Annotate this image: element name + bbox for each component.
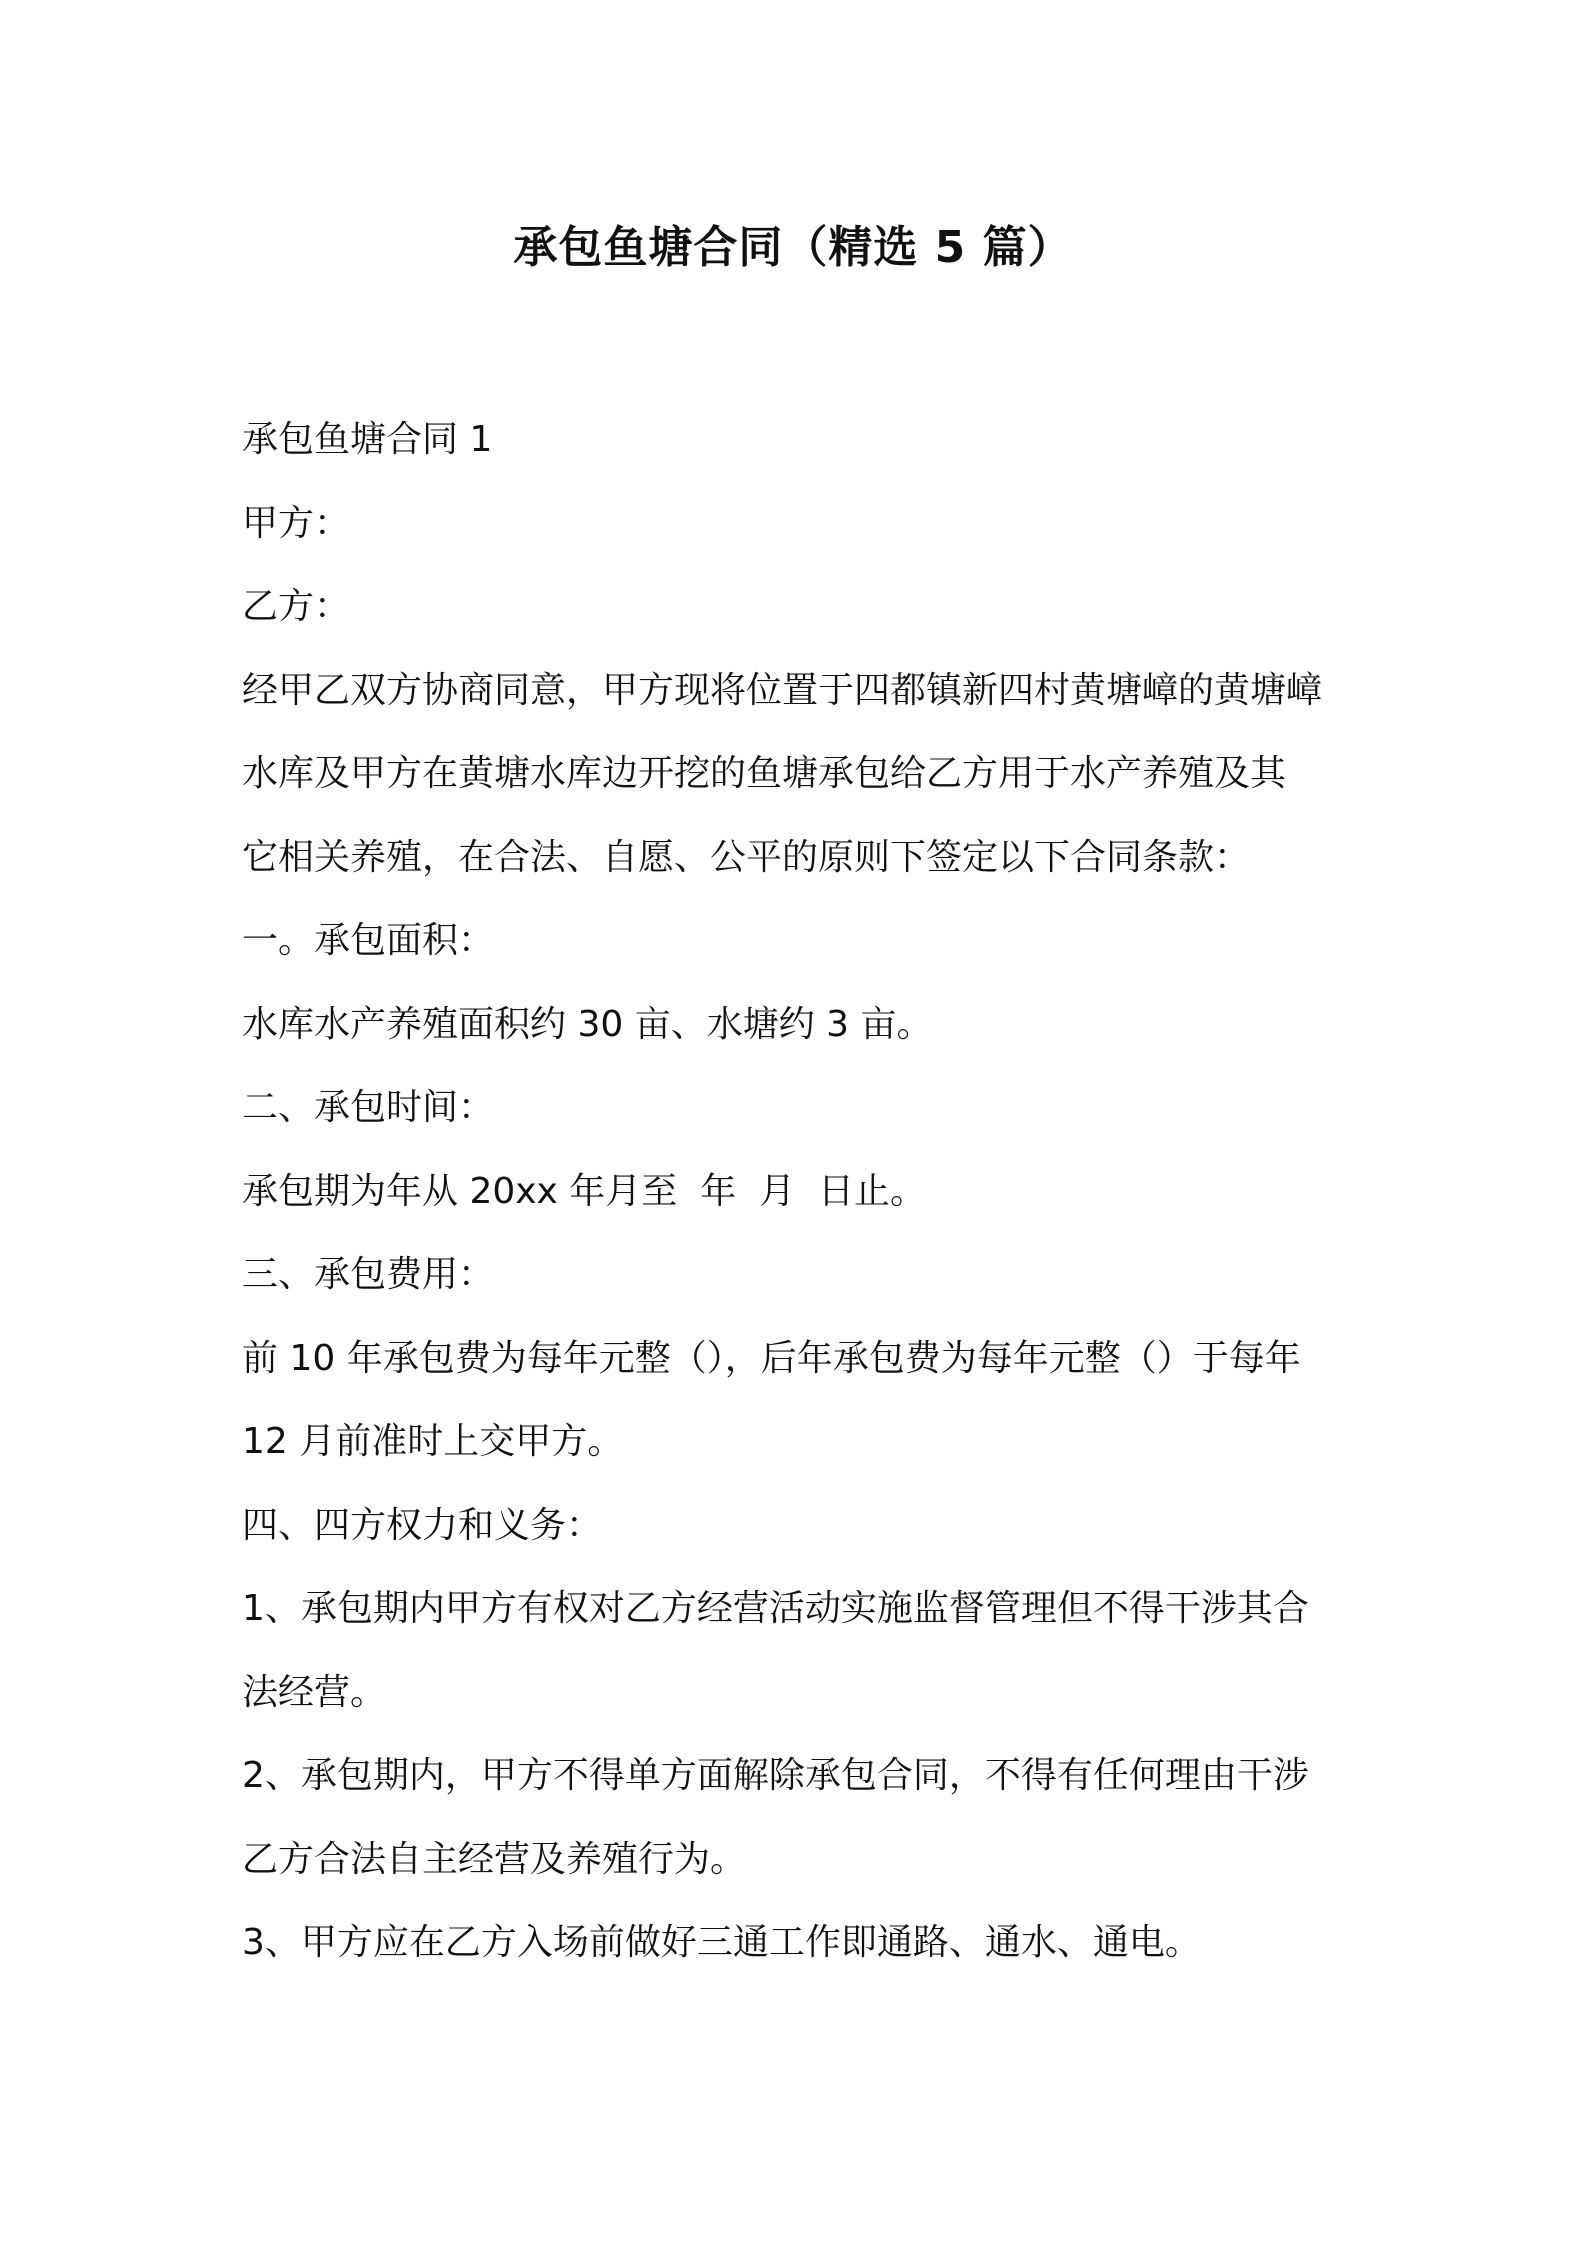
paragraph-line: 经甲乙双方协商同意，甲方现将位置于四都镇新四村黄塘嶂的黄塘嶂 [242, 669, 1323, 711]
paragraph-line: 12 月前准时上交甲方。 [242, 1421, 624, 1462]
paragraph-line: 二、承包时间： [242, 1087, 495, 1128]
paragraph-line: 乙方合法自主经营及养殖行为。 [242, 1838, 747, 1880]
document-body [242, 398, 1362, 1985]
paragraph-line: 承包期为年从 20xx 年月至 年 月 日止。 [242, 1170, 926, 1212]
paragraph-line: 水库及甲方在黄塘水库边开挖的鱼塘承包给乙方用于水产养殖及其 [242, 753, 1287, 794]
paragraph-line: 水库水产养殖面积约 30 亩、水塘约 3 亩。 [242, 1003, 933, 1045]
paragraph-line: 一。承包面积： [242, 920, 495, 961]
paragraph-line: 四、四方权力和义务： [242, 1504, 603, 1546]
paragraph-line: 甲方： [242, 502, 351, 544]
paragraph-line: 1、承包期内甲方有权对乙方经营活动实施监督管理但不得干涉其合 [242, 1588, 1309, 1629]
paragraph-line: 承包鱼塘合同 1 [242, 419, 493, 460]
paragraph-line: 乙方： [242, 586, 351, 627]
paragraph-line: 前 10 年承包费为每年元整（），后年承包费为每年元整（）于每年 [242, 1337, 1301, 1379]
paragraph-line: 2、承包期内，甲方不得单方面解除承包合同，不得有任何理由干涉 [242, 1755, 1309, 1796]
paragraph-line: 三、承包费用： [242, 1254, 495, 1295]
paragraph-line: 3、甲方应在乙方入场前做好三通工作即通路、通水、通电。 [242, 1922, 1201, 1963]
paragraph-line: 它相关养殖，在合法、自愿、公平的原则下签定以下合同条款： [242, 836, 1251, 878]
paragraph-line: 法经营。 [242, 1671, 387, 1713]
document-title: 承包鱼塘合同（精选 5 篇） [513, 222, 1073, 273]
